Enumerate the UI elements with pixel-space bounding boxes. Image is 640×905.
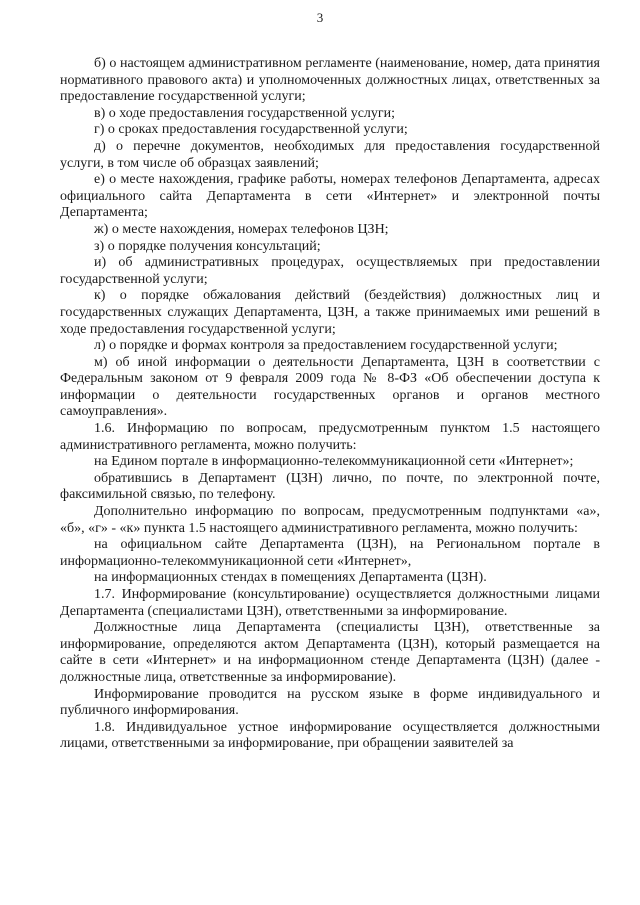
paragraph: м) об иной информации о деятельности Департамента, ЦЗН в соответствии с Федеральным законом от 9 февраля 2009 года № 8-ФЗ «Об обеспечении доступа к информации о деятельности государственных органов и органов местного самоуправления». — [60, 354, 600, 420]
paragraph: на Едином портале в информационно-телекоммуникационной сети «Интернет»; — [94, 454, 574, 470]
paragraph: г) о сроках предоставления государственной услуги; — [94, 122, 408, 138]
paragraph: Дополнительно информацию по вопросам, предусмотренным подпунктами «а», «б», «г» - «к» пункта 1.5 настоящего административного регламента, можно получить: — [60, 504, 600, 536]
paragraph: б) о настоящем административном регламенте (наименование, номер, дата принятия нормативного правового акта) и уполномоченных должностных лицах, ответственных за предоставление государственной услуги; — [60, 56, 600, 105]
document-body — [60, 56, 600, 753]
paragraph: л) о порядке и формах контроля за предоставлением государственной услуги; — [94, 338, 558, 354]
paragraph: 1.8. Индивидуальное устное информирование осуществляется должностными лицами, ответственными за информирование, при обращении заявителей за — [60, 719, 600, 752]
paragraph: ж) о месте нахождения, номерах телефонов ЦЗН; — [94, 221, 389, 237]
paragraph: д) о перечне документов, необходимых для предоставления государственной услуги, в том числе об образцах заявлений; — [60, 138, 600, 171]
paragraph: на информационных стендах в помещениях Департамента (ЦЗН). — [94, 570, 487, 586]
paragraph: Должностные лица Департамента (специалисты ЦЗН), ответственные за информирование, определяются актом Департамента (ЦЗН), который размещается на сайте в сети «Интернет» и на информационном стенде Департамента (ЦЗН) (далее - должностные лица, ответственные за информирование). — [60, 620, 600, 685]
paragraph: 1.7. Информирование (консультирование) осуществляется должностными лицами Департамента (специалистами ЦЗН), ответственными за информирование. — [60, 587, 600, 619]
paragraph: на официальном сайте Департамента (ЦЗН), на Региональном портале в информационно-телекоммуникационной сети «Интернет», — [60, 537, 600, 569]
paragraph: 1.6. Информацию по вопросам, предусмотренным пунктом 1.5 настоящего административного регламента, можно получить: — [60, 421, 600, 453]
paragraph: и) об административных процедурах, осуществляемых при предоставлении государственной услуги; — [60, 255, 600, 287]
paragraph: в) о ходе предоставления государственной услуги; — [94, 105, 396, 121]
paragraph: з) о порядке получения консультаций; — [94, 238, 321, 254]
paragraph: к) о порядке обжалования действий (бездействия) должностных лиц и государственных служащих Департамента, ЦЗН, а также принимаемых ими решений в ходе предоставления государственной услуги; — [60, 288, 600, 337]
paragraph: обратившись в Департамент (ЦЗН) лично, по почте, по электронной почте, факсимильной связью, по телефону. — [60, 470, 600, 503]
paragraph: е) о месте нахождения, графике работы, номерах телефонов Департамента, адресах официального сайта Департамента в сети «Интернет» и электронной почты Департамента; — [60, 172, 600, 221]
paragraph: Информирование проводится на русском языке в форме индивидуального и публичного информирования. — [60, 686, 600, 719]
page-number: 3 — [316, 10, 324, 25]
